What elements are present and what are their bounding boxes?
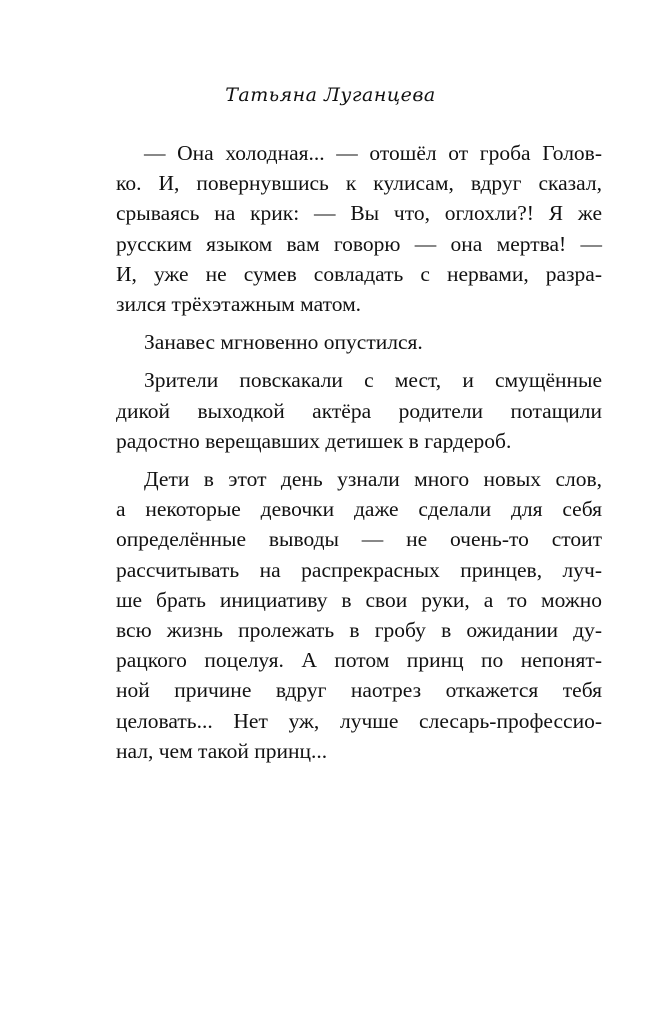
text-line: И, уже не сумев совладать с нервами, разра- [116,261,602,286]
text-line: ной причине вдруг наотрез откажется тебя [116,678,602,703]
text-line: определённые выводы — не очень-то стоит [116,527,602,552]
text-line: ко. И, повернувшись к кулисам, вдруг сказал, [116,171,602,196]
text-line: срываясь на крик: — Вы что, оглохли?! Я же [116,201,602,226]
text-line: Зрители повскакали с мест, и смущённые [144,368,602,393]
body-text [116,138,602,774]
text-line: Дети в этот день узнали много новых слов, [144,467,602,492]
text-line: нал, чем такой принц... [116,738,328,763]
text-line: дикой выходкой актёра родители потащили [116,398,602,423]
text-line: рассчитывать на распрекрасных принцев, луч- [116,557,602,582]
paragraph [116,138,602,319]
text-line: ше брать инициативу в свои руки, а то можно [116,587,602,612]
text-line: — Она холодная... — отошёл от гроба Голов- [144,141,602,165]
text-line: русским языком вам говорю — она мертва! — [116,231,602,256]
text-line: рацкого поцелуя. А потом принц по непонят- [116,648,602,673]
text-line: зился трёхэтажным матом. [116,292,362,317]
text-line: а некоторые девочки даже сделали для себя [116,497,602,522]
paragraph [116,464,602,766]
text-line: радостно верещавших детишек в гардероб. [116,428,512,453]
paragraph [116,365,602,456]
paragraph [116,327,602,357]
running-header-author: Татьяна Луганцева [225,84,436,106]
text-line: целовать... Нет уж, лучше слесарь-профессио- [116,708,602,733]
text-line: Занавес мгновенно опустился. [144,330,423,355]
text-line: всю жизнь пролежать в гробу в ожидании ду- [116,618,602,643]
